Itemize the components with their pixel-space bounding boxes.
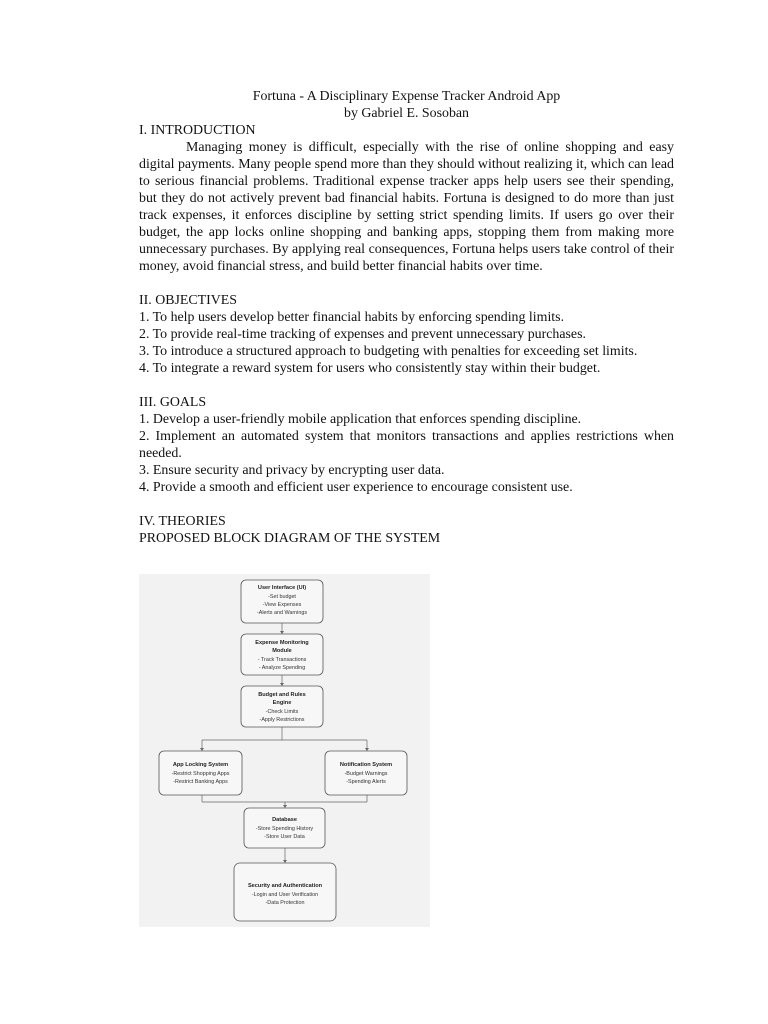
monitor-block-line: - Track Transactions <box>257 657 307 663</box>
ui-block-line: -Set budget <box>268 594 296 600</box>
goal-item: 2. Implement an automated system that monitors transactions and applies restrictions when needed. <box>139 429 674 461</box>
monitor-block-title: Module <box>272 648 292 654</box>
security-block-title: Security and Authentication <box>247 883 323 889</box>
locking-block-title: App Locking System <box>172 762 229 768</box>
monitor-block-title: Expense Monitoring <box>255 640 309 646</box>
engine-block-title: Engine <box>272 700 292 706</box>
database-block-title: Database <box>272 817 297 823</box>
objective-item: 1. To help users develop better financial habits by enforcing spending limits. <box>139 310 565 325</box>
database-block-line: -Store Spending History <box>255 826 314 832</box>
objectives-heading: II. OBJECTIVES <box>139 293 238 308</box>
notification-block <box>325 751 407 795</box>
diagram-caption: PROPOSED BLOCK DIAGRAM OF THE SYSTEM <box>139 531 441 546</box>
notification-block-title: Notification System <box>339 762 393 768</box>
theories-heading: IV. THEORIES <box>139 514 226 529</box>
security-block <box>234 863 336 921</box>
goal-item: 4. Provide a smooth and efficient user experience to encourage consistent use. <box>139 480 573 495</box>
engine-block-line: -Apply Restrictions <box>259 717 305 723</box>
intro-heading: I. INTRODUCTION <box>139 123 256 138</box>
goal-item: 1. Develop a user-friendly mobile application that enforces spending discipline. <box>139 412 582 427</box>
document-author: by Gabriel E. Sosoban <box>344 106 469 121</box>
ui-block-title: User Interface (UI) <box>257 585 307 591</box>
security-block-line: -Data Protection <box>265 900 305 906</box>
database-block-line: -Store User Data <box>264 834 305 840</box>
engine-block-title: Budget and Rules <box>258 692 306 698</box>
goal-item: 3. Ensure security and privacy by encrypting user data. <box>139 463 445 478</box>
block-diagram <box>139 574 430 927</box>
engine-block-line: -Check Limits <box>265 709 299 715</box>
security-block-line: -Login and User Verification <box>251 892 319 898</box>
objective-item: 2. To provide real-time tracking of expenses and prevent unnecessary purchases. <box>139 327 586 342</box>
objective-item: 3. To introduce a structured approach to budgeting with penalties for exceeding set limits. <box>139 344 638 359</box>
objective-item: 4. To integrate a reward system for users who consistently stay within their budget. <box>139 361 601 376</box>
block-diagram-svg <box>139 574 430 927</box>
ui-block-line: -View Expenses <box>262 602 302 608</box>
document-page <box>139 88 674 547</box>
monitor-block <box>241 634 323 675</box>
intro-paragraph: Managing money is difficult, especially with the rise of online shopping and easy digital payments. Many people spend more than they should without realizing it, which can lead to serious financial problems. Traditional expense tracker apps help users see their spending, but they do not actively prevent bad financial habits. Fortuna is designed to do more than just track expenses, it enforces discipline by setting strict spending limits. If users go over their budget, the app locks online shopping and banking apps, stopping them from making more unnecessary purchases. By applying real consequences, Fortuna helps users take control of their money, avoid financial stress, and build better financial habits over time. <box>139 140 674 274</box>
document-title: Fortuna - A Disciplinary Expense Tracker Android App <box>252 89 561 104</box>
locking-block <box>159 751 242 795</box>
goals-heading: III. GOALS <box>139 395 207 410</box>
ui-block-line: -Alerts and Warnings <box>256 610 308 616</box>
notification-block-line: -Budget Warnings <box>344 771 388 777</box>
locking-block-line: -Restrict Shopping Apps <box>171 771 230 777</box>
notification-block-line: -Spending Alerts <box>346 779 386 785</box>
ui-block <box>241 580 323 623</box>
database-block <box>244 808 325 848</box>
locking-block-line: -Restrict Banking Apps <box>173 779 228 785</box>
engine-block <box>241 686 323 727</box>
monitor-block-line: - Analyze Spending <box>258 665 306 671</box>
